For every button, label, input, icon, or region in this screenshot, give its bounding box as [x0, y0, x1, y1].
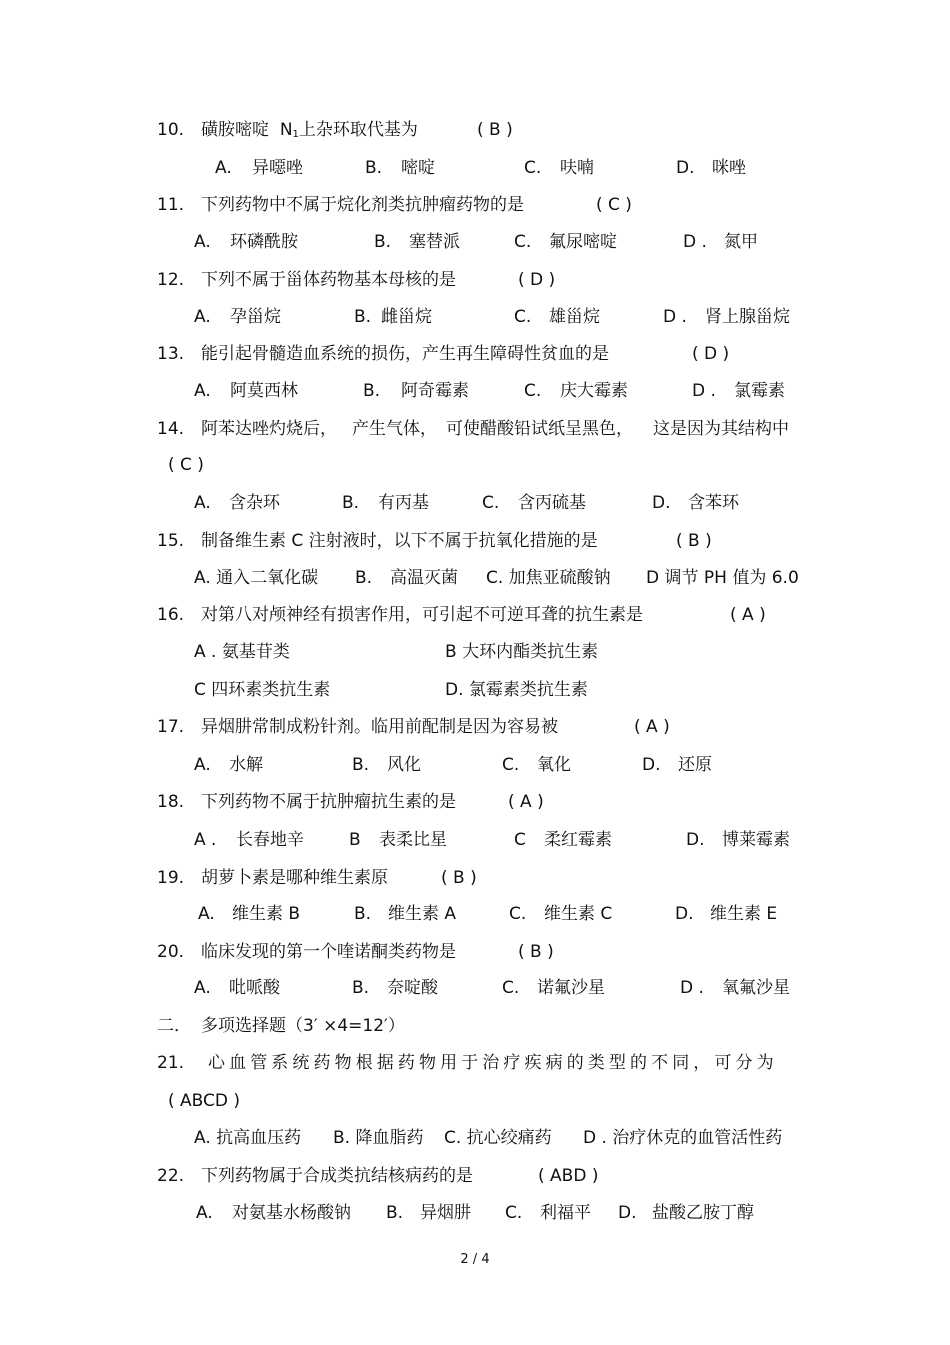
option-text: 含杂环: [229, 493, 280, 513]
option-text: 还原: [678, 755, 712, 775]
option-text: 肾上腺甾烷: [705, 307, 790, 327]
answer: ( ABCD ): [168, 1091, 241, 1111]
option-item: C. 抗心绞痛药: [444, 1128, 552, 1148]
answer: ( B ): [477, 120, 513, 140]
option-label: A.: [198, 904, 215, 924]
option-label: C.: [514, 232, 532, 252]
question-stem: 心血管系统药物根据药物用于治疗疾病的类型的不同，可分为: [208, 1053, 778, 1073]
option-label: D.: [652, 493, 671, 513]
answer: ( A ): [730, 605, 766, 625]
option-label: D .: [683, 232, 707, 252]
question-stem: 磺胺嘧啶 $N_1$上杂环取代基为: [201, 120, 418, 140]
option-label: C.: [502, 978, 520, 998]
option-text: 阿奇霉素: [401, 381, 469, 401]
option-label: A.: [194, 232, 211, 252]
option-label: C.: [502, 755, 520, 775]
option-item: A. 抗高血压药: [194, 1128, 302, 1148]
option-text: 环磷酰胺: [230, 232, 298, 252]
option-item: B 大环内酯类抗生素: [445, 642, 599, 662]
question-number: 12.: [157, 270, 185, 290]
option-text: 孕甾烷: [230, 307, 281, 327]
question-stem: 能引起骨髓造血系统的损伤，产生再生障碍性贫血的是: [201, 344, 609, 364]
option-label: A .: [194, 830, 217, 850]
option-item: D. 氯霉素类抗生素: [445, 680, 588, 700]
option-label: C.: [509, 904, 527, 924]
question-stem: 临床发现的第一个喹诺酮类药物是: [201, 942, 456, 962]
option-text: 含丙硫基: [518, 493, 586, 513]
option-text: 博莱霉素: [722, 830, 790, 850]
answer: ( D ): [518, 270, 556, 290]
option-text: 柔红霉素: [544, 830, 612, 850]
option-label: B.: [355, 568, 373, 588]
option-label: D.: [675, 904, 694, 924]
option-label: D .: [663, 307, 687, 327]
option-label: B.: [352, 978, 370, 998]
option-text: 含苯环: [688, 493, 739, 513]
option-text: 氟尿嘧啶: [549, 232, 617, 252]
option-item: D . 治疗休克的血管活性药: [583, 1128, 783, 1148]
option-label: D.: [642, 755, 661, 775]
question-number: 16.: [157, 605, 185, 625]
answer: ( C ): [596, 195, 632, 215]
answer: ( D ): [692, 344, 730, 364]
option-text: 维生素 A: [388, 904, 457, 924]
option-text: 诺氟沙星: [537, 978, 605, 998]
question-stem: 胡萝卜素是哪种维生素原: [201, 868, 388, 888]
page-number: 2 / 4: [460, 1252, 490, 1267]
option-text: 有丙基: [378, 493, 429, 513]
question-stem: 对第八对颅神经有损害作用，可引起不可逆耳聋的抗生素是: [201, 605, 643, 625]
option-text: 长春地辛: [236, 830, 304, 850]
option-text: 塞替派: [409, 232, 460, 252]
question-stem: 异烟肼常制成粉针剂。临用前配制是因为容易被: [201, 717, 558, 737]
option-text: 咪唑: [712, 158, 746, 178]
option-text: 维生素 C: [544, 904, 613, 924]
question-stem: 下列药物不属于抗肿瘤抗生素的是: [201, 792, 456, 812]
option-text: 维生素 B: [232, 904, 301, 924]
answer: ( C ): [168, 455, 204, 475]
option-text: 表柔比星: [379, 830, 447, 850]
option-label: D .: [692, 381, 716, 401]
question-number: 22.: [157, 1166, 185, 1186]
option-label: B.: [365, 158, 383, 178]
option-text: 呋喃: [560, 158, 594, 178]
option-label: B.: [354, 904, 372, 924]
option-label: B.: [363, 381, 381, 401]
option-text: 吡哌酸: [229, 978, 280, 998]
option-label: B.: [374, 232, 392, 252]
section-title: 多项选择题（3′ ×4=12′）: [201, 1016, 405, 1036]
option-label: A.: [194, 493, 211, 513]
option-text: 氮甲: [724, 232, 758, 252]
option-label: A.: [194, 755, 211, 775]
question-stem-part: 产生气体，: [352, 419, 437, 439]
option-label: A.: [194, 978, 211, 998]
option-label: A.: [194, 381, 211, 401]
option-label: A.: [194, 307, 211, 327]
option-text: 氧氟沙星: [722, 978, 790, 998]
question-stem-part: 这是因为其结构中: [653, 419, 789, 439]
option-item: B. 降血脂药: [333, 1128, 424, 1148]
question-number: 21.: [157, 1053, 185, 1073]
option-label: C.: [524, 158, 542, 178]
question-stem: 制备维生素 C 注射液时，以下不属于抗氧化措施的是: [201, 531, 598, 551]
question-number: 18.: [157, 792, 185, 812]
option-text: 雌甾烷: [381, 307, 432, 327]
option-label: C: [514, 830, 526, 850]
option-item: A . 氨基苷类: [194, 642, 290, 662]
option-text: 维生素 E: [710, 904, 778, 924]
question-number: 13.: [157, 344, 185, 364]
question-number: 15.: [157, 531, 185, 551]
option-label: C.: [505, 1203, 523, 1223]
option-label: B: [349, 830, 361, 850]
option-text: 盐酸乙胺丁醇: [652, 1203, 754, 1223]
answer: ( B ): [676, 531, 712, 551]
question-stem-part: 可使醋酸铅试纸呈黑色，: [446, 419, 633, 439]
option-text: 阿莫西林: [230, 381, 298, 401]
option-label: D.: [686, 830, 705, 850]
option-label: A.: [215, 158, 232, 178]
question-stem: 下列药物中不属于烷化剂类抗肿瘤药物的是: [201, 195, 524, 215]
option-label: B.: [352, 755, 370, 775]
option-label: B.: [342, 493, 360, 513]
question-number: 17.: [157, 717, 185, 737]
option-text: 水解: [229, 755, 263, 775]
question-stem: 下列不属于甾体药物基本母核的是: [201, 270, 456, 290]
answer: ( A ): [634, 717, 670, 737]
option-label: D.: [676, 158, 695, 178]
answer: ( B ): [441, 868, 477, 888]
option-item: C. 加焦亚硫酸钠: [486, 568, 611, 588]
option-text: 利福平: [540, 1203, 591, 1223]
option-text: 异烟肼: [420, 1203, 471, 1223]
option-text: 风化: [387, 755, 421, 775]
option-text: 氯霉素: [734, 381, 785, 401]
option-label: A.: [196, 1203, 213, 1223]
option-text: 庆大霉素: [560, 381, 628, 401]
option-text: 高温灭菌: [390, 568, 458, 588]
option-label: C.: [524, 381, 542, 401]
question-number: 14.: [157, 419, 185, 439]
option-label: C.: [482, 493, 500, 513]
option-text: 嘧啶: [401, 158, 435, 178]
question-number: 10.: [157, 120, 185, 140]
section-number: 二．: [157, 1016, 191, 1036]
question-stem: 下列药物属于合成类抗结核病药的是: [201, 1166, 473, 1186]
option-text: 对氨基水杨酸钠: [232, 1203, 351, 1223]
option-text: 氧化: [537, 755, 571, 775]
option-label: B.: [386, 1203, 404, 1223]
option-item: C 四环素类抗生素: [194, 680, 331, 700]
option-text: 异噁唑: [252, 158, 303, 178]
question-stem-part: 阿苯达唑灼烧后，: [201, 419, 337, 439]
answer: ( B ): [518, 942, 554, 962]
question-number: 19.: [157, 868, 185, 888]
option-label: D .: [680, 978, 704, 998]
option-label: C.: [514, 307, 532, 327]
option-item: D 调节 PH 值为 6.0: [646, 568, 799, 588]
answer: ( ABD ): [538, 1166, 599, 1186]
option-item: A. 通入二氧化碳: [194, 568, 319, 588]
option-text: 雄甾烷: [549, 307, 600, 327]
option-text: 奈啶酸: [387, 978, 438, 998]
option-label: B.: [354, 307, 372, 327]
question-number: 11.: [157, 195, 185, 215]
answer: ( A ): [508, 792, 544, 812]
question-number: 20.: [157, 942, 185, 962]
option-label: D.: [618, 1203, 637, 1223]
